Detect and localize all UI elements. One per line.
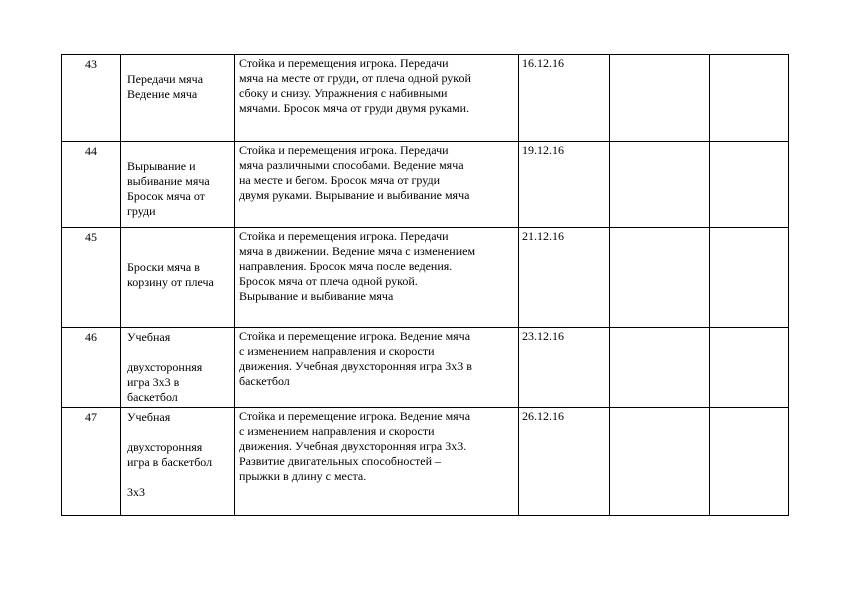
lesson-content-line: мяча на месте от груди, от плеча одной рукой [239,71,471,85]
lesson-actual-date-cell [610,328,710,408]
lesson-date: 16.12.16 [522,56,564,70]
lesson-notes-cell [710,55,789,142]
lesson-row [62,228,789,328]
lesson-topic-line: Бросок мяча от [127,189,205,203]
lesson-topic-line: корзину от плеча [127,275,214,289]
lesson-topic-cell [121,328,235,408]
lesson-content-line: Развитие двигательных способностей – [239,454,441,468]
lesson-row [62,142,789,228]
lesson-content-line: Стойка и перемещения игрока. Передачи [239,56,449,70]
lesson-number-cell [62,55,121,142]
lesson-content-line: Бросок мяча от плеча одной рукой. [239,274,418,288]
lesson-topic-line: двухсторонняя [127,440,203,454]
lesson-date: 26.12.16 [522,409,564,423]
lesson-topic-line: Учебная [127,410,171,424]
lesson-number: 44 [85,144,97,158]
lesson-topic-line [127,345,232,360]
lesson-content-line: Стойка и перемещение игрока. Ведение мяча [239,329,471,343]
lesson-row [62,328,789,408]
lesson-content-line: Стойка и перемещения игрока. Передачи [239,229,449,243]
lesson-number: 46 [85,330,97,344]
lesson-content-line: Вырывание и выбивание мяча [239,289,394,303]
lesson-content-line: с изменением направления и скорости [239,344,435,358]
lesson-content-cell [235,55,519,142]
lesson-date-cell [519,142,610,228]
lesson-notes-cell [710,228,789,328]
lesson-actual-date-cell [610,55,710,142]
lesson-content-cell [235,228,519,328]
lesson-content-line: Стойка и перемещения игрока. Передачи [239,143,449,157]
lesson-date-cell [519,408,610,516]
lesson-topic-line: двухсторонняя [127,360,203,374]
lesson-content-line: Стойка и перемещение игрока. Ведение мяча [239,409,471,423]
lesson-topic-cell [121,55,235,142]
lesson-number-cell [62,228,121,328]
lesson-number: 45 [85,230,97,244]
lesson-date: 19.12.16 [522,143,564,157]
lesson-topic-line [127,470,232,485]
lesson-number: 47 [85,410,97,424]
lesson-date-cell [519,328,610,408]
lesson-topic-line: баскетбол [127,390,178,404]
lesson-topic-line [127,245,232,260]
lesson-row [62,408,789,516]
lesson-topic-line: игра в баскетбол [127,455,213,469]
lesson-actual-date-cell [610,228,710,328]
lesson-topic-line: игра 3х3 в [127,375,180,389]
lesson-content-line: движения. Учебная двухсторонняя игра 3х3. [239,439,467,453]
lesson-actual-date-cell [610,142,710,228]
lesson-date-cell [519,55,610,142]
lesson-topic-line: Учебная [127,330,171,344]
lesson-content-line: с изменением направления и скорости [239,424,435,438]
lesson-notes-cell [710,328,789,408]
lesson-number-cell [62,142,121,228]
lesson-content-line: направления. Бросок мяча после ведения. [239,259,453,273]
lesson-date-cell [519,228,610,328]
lesson-content-line: баскетбол [239,374,290,388]
lesson-topic-line: Передачи мяча [127,72,204,86]
lesson-topic-line: выбивание мяча [127,174,210,188]
lesson-topic-line [127,57,232,72]
lesson-topic-line: Броски мяча в [127,260,200,274]
lesson-content-line: прыжки в длину с места. [239,469,367,483]
lesson-content-line: мяча в движении. Ведение мяча с изменением [239,244,476,258]
lesson-topic-line: Вырывание и [127,159,196,173]
lesson-date: 21.12.16 [522,229,564,243]
lesson-topic-line [127,144,232,159]
lesson-topic-line: груди [127,204,156,218]
lesson-number: 43 [85,57,97,71]
lesson-notes-cell [710,142,789,228]
lesson-topic-line [127,425,232,440]
lesson-content-cell [235,328,519,408]
lesson-topic-line: 3х3 [127,485,145,499]
lesson-content-line: на месте и бегом. Бросок мяча от груди [239,173,440,187]
lesson-actual-date-cell [610,408,710,516]
lesson-content-line: мяча различными способами. Ведение мяча [239,158,464,172]
lesson-topic-cell [121,142,235,228]
lesson-topic-line [127,230,232,245]
lesson-topic-cell [121,228,235,328]
lesson-number-cell [62,408,121,516]
lesson-date: 23.12.16 [522,329,564,343]
lesson-content-line: мячами. Бросок мяча от груди двумя руками. [239,101,470,115]
lesson-content-line: движения. Учебная двухсторонняя игра 3х3 в [239,359,472,373]
lesson-plan-body [62,55,789,516]
lesson-topic-cell [121,408,235,516]
lesson-content-line: сбоку и снизу. Упражнения с набивными [239,86,448,100]
lesson-notes-cell [710,408,789,516]
lesson-content-line: двумя руками. Вырывание и выбивание мяча [239,188,470,202]
lesson-plan-table [61,54,789,516]
lesson-content-cell [235,142,519,228]
lesson-row [62,55,789,142]
lesson-topic-line: Ведение мяча [127,87,198,101]
lesson-number-cell [62,328,121,408]
lesson-content-cell [235,408,519,516]
